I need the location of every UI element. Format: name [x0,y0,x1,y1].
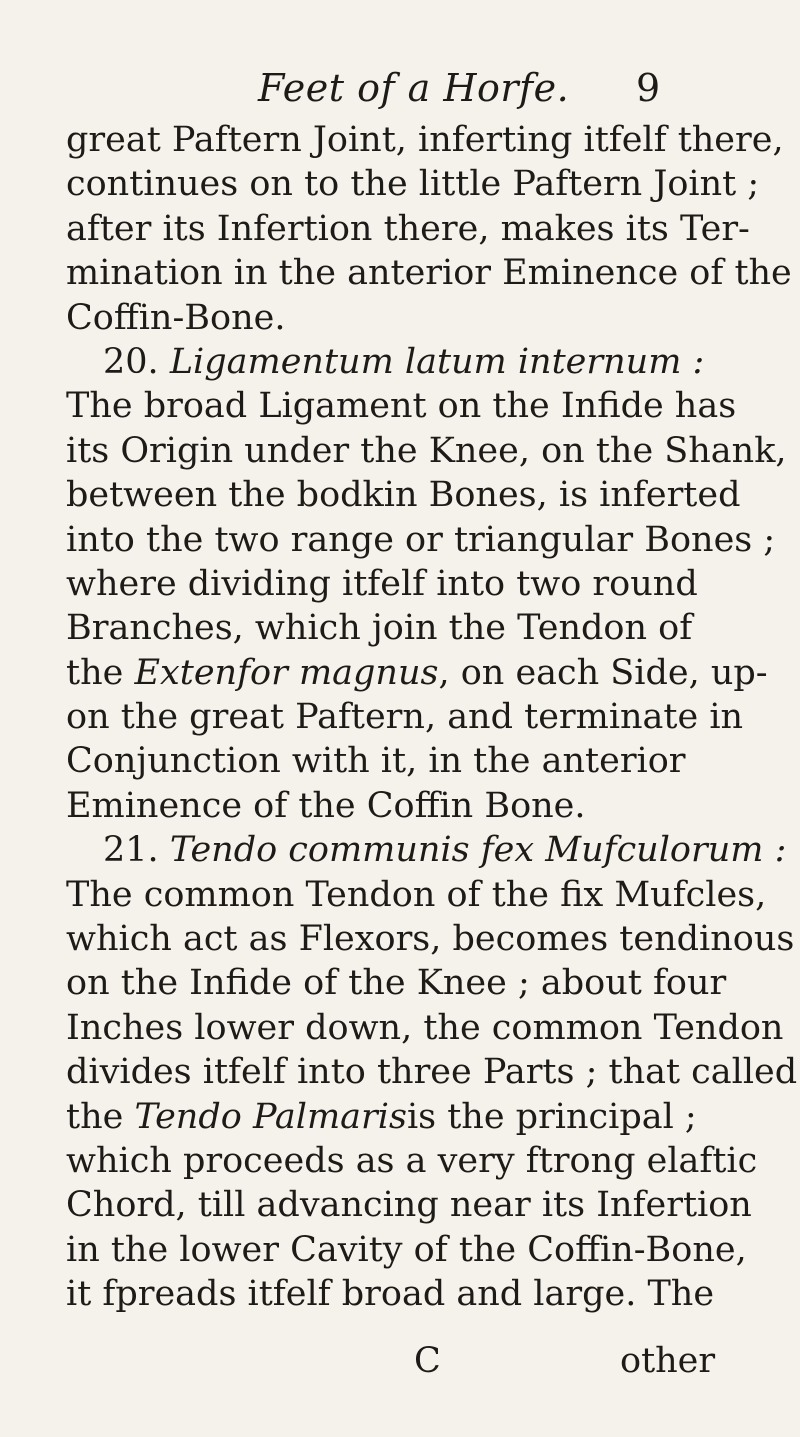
text-line [66,651,768,695]
catchword: other [620,1341,716,1381]
text-line: divides itfelf into three Parts ; that called [66,1052,798,1093]
text-line: Eminence of the Coffin Bone. [66,785,586,826]
italic-term: Extenfor magnus [134,652,439,693]
section-heading-21 [66,828,787,872]
page-header [0,66,800,116]
text-line: on the Infide of the Knee ; about four [66,963,727,1004]
text-fragment: the [66,652,124,693]
text-fragment: , on each Side, up- [438,652,768,693]
signature-mark: C [414,1341,441,1381]
section-title: Tendo communis fex Mufculorum : [169,830,787,871]
text-line: continues on to the little Paftern Joint ; [66,164,760,205]
text-fragment: is the principal ; [406,1096,697,1137]
text-line: between the bodkin Bones, is inferted [66,475,741,516]
text-line: great Paftern Joint, inferting itfelf there, [66,120,784,160]
text-line: its Origin under the Knee, on the Shank, [66,430,787,471]
text-line: Branches, which join the Tendon of [66,608,693,649]
text-line: which proceeds as a very ftrong elaftic [66,1140,758,1181]
page-footer [0,1339,800,1383]
page-number: 9 [636,66,661,110]
text-line: Inches lower down, the common Tendon [66,1007,784,1048]
section-number: 21. [103,830,159,871]
text-line: on the great Paftern, and terminate in [66,697,744,738]
section-title: Ligamentum latum internum : [169,341,705,382]
body-text [66,118,798,1317]
text-line [66,1095,746,1139]
text-line: mination in the anterior Eminence of the [66,253,792,294]
text-line: The common Tendon of the fix Mufcles, [66,874,767,915]
text-line: Chord, till advancing near its Infertion [66,1185,752,1226]
section-number: 20. [103,341,159,382]
text-line: Conjunction with it, in the anterior [66,741,686,782]
running-title: Feet of a Horfe. [258,66,570,110]
text-line: Coffin-Bone. [66,297,286,338]
text-line: it fpreads itfelf broad and large. The [66,1274,715,1315]
text-line: into the two range or triangular Bones ; [66,519,776,560]
italic-term: Tendo Palmaris [134,1096,407,1137]
text-fragment: the [66,1096,124,1137]
text-line: in the lower Cavity of the Coffin-Bone, [66,1229,747,1270]
section-heading-20 [66,340,746,384]
text-line: after its Infertion there, makes its Ter- [66,208,750,249]
text-line: where dividing itfelf into two round [66,563,698,604]
text-line: The broad Ligament on the Infide has [66,386,737,427]
text-line: which act as Flexors, becomes tendinous [66,919,795,960]
